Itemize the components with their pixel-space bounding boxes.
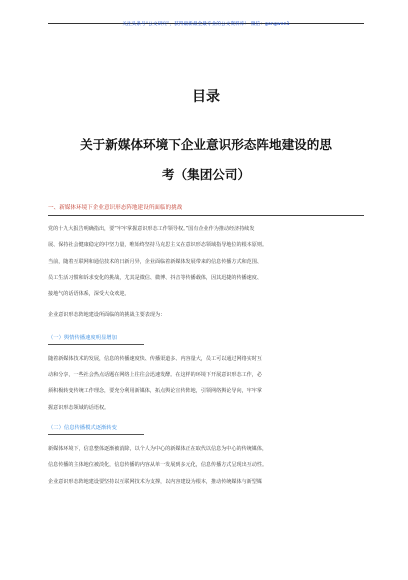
paragraph-line: 动和分享，一些社会热点话题在网络上往往会迅速发酵。在这样的环境下开展意识形态工作，必: [48, 372, 262, 379]
toc-title: 目录: [192, 89, 220, 105]
page-header: [48, 0, 364, 27]
document-title-line-2: 考（集团公司）: [161, 167, 251, 182]
paragraph-line: 当前，随着互联网和通信技术的日新月异，企业面临着新媒体发展带来的信息传播方式和范围、: [48, 258, 262, 265]
paragraph-4: [48, 441, 364, 490]
sub-heading-1: （一）舆情传播速度明显增加: [48, 332, 144, 345]
header-promo-text: 关注头条号“公文研究”，获得最新最全最专业的公文资料库！ 微信：gongwen1: [122, 22, 290, 27]
paragraph-line: 握意识形态领域的话语权。: [48, 404, 110, 411]
document-title-line-1: 关于新媒体环境下企业意识形态阵地建设的思: [80, 137, 332, 152]
paragraph-line: 企业意识形态阵地建设所面临的的挑战主要表现为：: [48, 312, 166, 319]
sub-heading-2: （二）信息传播模式逐渐转变: [48, 422, 144, 435]
paragraph-line: 企业意识形态阵地建设要坚持以互联网技术为支撑，以内容建设为根本，推动传统媒体与新型媒: [48, 478, 262, 485]
paragraph-line: 随着新媒体技术的发展，信息的传播速度快、传播渠道多、内容量大，员工可以通过网络实时互: [48, 355, 262, 362]
paragraph-line: 须积极转变传统工作理念，要充分利用新媒体，拓点舆论宣传阵地，引领网络舆论导向，牢牢掌: [48, 388, 262, 395]
paragraph-2: [48, 307, 364, 323]
paragraph-line: 展、保持社会健康稳定的中坚力量，唯始终坚持马克思主义在意识形态领域指导地位的根本原则。: [48, 242, 268, 249]
paragraph-line: 信息传播的主体地位被淡化，信息传播的内容从单一发展到多元化，信息传播方式呈现出互动性。: [48, 462, 268, 469]
section-heading-1: 一、新媒体环境下企业意识形态阵地建设所面临的挑战: [48, 201, 364, 216]
paragraph-line: 新媒体环境下，信息整体逐渐被消除，以个人为中心的新媒体正在取代以信息为中心的传统媒体，: [48, 445, 268, 452]
paragraph-3: [48, 351, 364, 416]
paragraph-line: 接地气的话语体系，深受大众欢迎。: [48, 291, 130, 298]
paragraph-line: 员工生活习惯和诉求变化的挑战，尤其是微信、微博、抖音等传播载体，因其迅捷的传播速度、: [48, 274, 262, 281]
document-title: [48, 130, 364, 190]
paragraph-line: 党的十九大报告明确指出，要“牢牢掌握意识形态工作领导权。”国有企业作为推动经济持续发: [48, 226, 255, 232]
paragraph-1: [48, 221, 364, 302]
